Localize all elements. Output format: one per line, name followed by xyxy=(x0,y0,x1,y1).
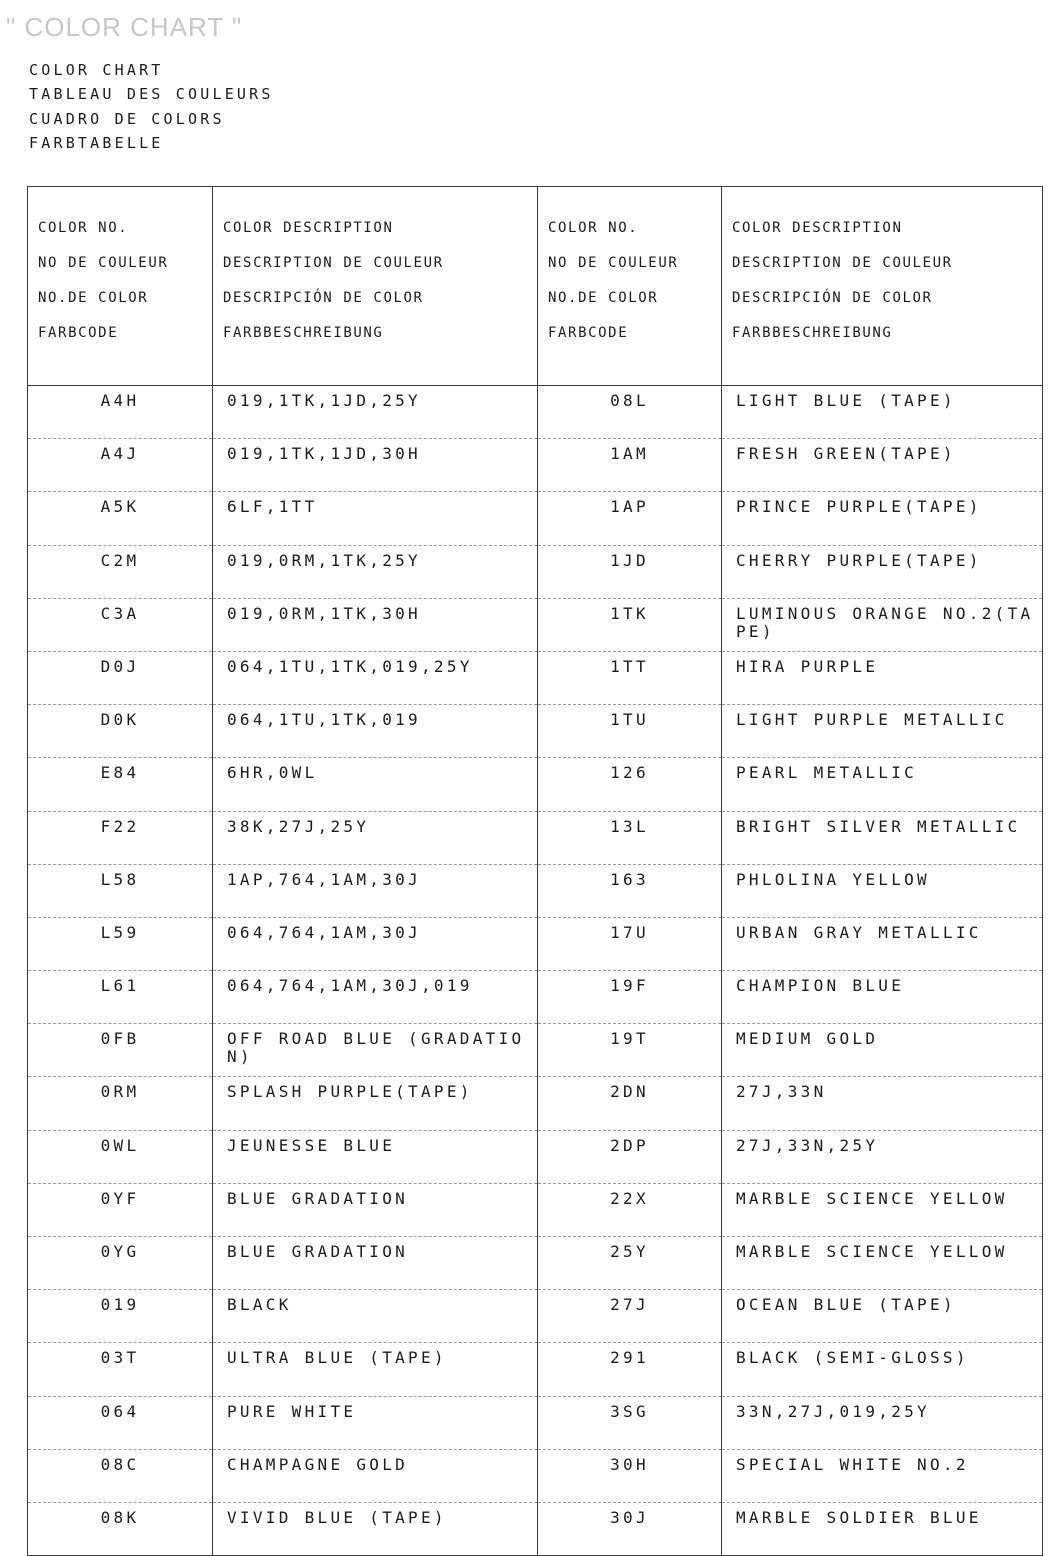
color-code-cell: C3A xyxy=(28,598,213,651)
color-code-cell: L61 xyxy=(28,971,213,1024)
color-description-cell: MARBLE SCIENCE YELLOW xyxy=(722,1183,1043,1236)
color-description-cell: MARBLE SOLDIER BLUE xyxy=(736,1507,982,1527)
color-code-cell: 03T xyxy=(28,1343,213,1396)
color-description-cell: CHAMPAGNE GOLD xyxy=(213,1449,538,1502)
table-row xyxy=(28,1130,1043,1183)
table-row xyxy=(28,705,1043,758)
color-description-cell: 6HR,0WL xyxy=(213,758,538,811)
table-row xyxy=(28,1396,1043,1449)
color-code-cell: A5K xyxy=(28,492,213,545)
table-row xyxy=(28,1077,1043,1130)
color-description-cell: JEUNESSE BLUE xyxy=(213,1130,538,1183)
color-code-cell: 2DP xyxy=(538,1130,722,1183)
table-row xyxy=(28,1502,1043,1555)
color-description-cell: PEARL METALLIC xyxy=(722,758,1043,811)
color-code-cell: 30J xyxy=(538,1502,722,1555)
chart-title-block xyxy=(29,58,274,155)
color-code-cell: 1TT xyxy=(538,651,722,704)
color-code-cell: 0WL xyxy=(28,1130,213,1183)
table-row xyxy=(28,439,1043,492)
table-row xyxy=(28,1449,1043,1502)
color-code-cell: 0RM xyxy=(28,1077,213,1130)
color-code-cell: 0YG xyxy=(28,1237,213,1290)
table-row xyxy=(28,1343,1043,1396)
color-description-cell: BRIGHT SILVER METALLIC xyxy=(722,811,1043,864)
color-description-cell: BLACK xyxy=(213,1290,538,1343)
color-code-cell: 2DN xyxy=(538,1077,722,1130)
color-code-cell: C2M xyxy=(28,545,213,598)
color-code-cell: D0J xyxy=(28,651,213,704)
color-code-cell: 019 xyxy=(28,1290,213,1343)
color-description-cell: URBAN GRAY METALLIC xyxy=(722,917,1043,970)
color-chart-table xyxy=(27,186,1043,1556)
color-code-cell: 25Y xyxy=(538,1237,722,1290)
color-code-cell: 126 xyxy=(538,758,722,811)
header-color-no-right: COLOR NO. NO DE COULEUR NO.DE COLOR FARBCODE xyxy=(538,187,722,386)
color-description-cell: MARBLE SCIENCE YELLOW xyxy=(722,1237,1043,1290)
color-code-cell: 08L xyxy=(538,386,722,439)
color-description-cell: VIVID BLUE (TAPE) xyxy=(213,1502,538,1555)
color-description-cell: BLACK (SEMI-GLOSS) xyxy=(722,1343,1043,1396)
color-code-cell: 291 xyxy=(538,1343,722,1396)
table-row xyxy=(28,971,1043,1024)
table-row xyxy=(28,1024,1043,1077)
color-description-cell: 019,0RM,1TK,30H xyxy=(213,598,538,651)
color-description-cell: BLUE GRADATION xyxy=(213,1183,538,1236)
color-code-cell: L58 xyxy=(28,864,213,917)
table-row xyxy=(28,864,1043,917)
color-description-cell: 064,1TU,1TK,019 xyxy=(213,705,538,758)
header-color-description-left: COLOR DESCRIPTION DESCRIPTION DE COULEUR DESCRIPCIÓN DE COLOR FARBBESCHREIBUNG xyxy=(213,187,538,386)
color-description-cell: LUMINOUS ORANGE NO.2(TAPE) xyxy=(722,598,1043,651)
table-row xyxy=(28,1183,1043,1236)
header-color-description-right: COLOR DESCRIPTION DESCRIPTION DE COULEUR DESCRIPCIÓN DE COLOR FARBBESCHREIBUNG xyxy=(722,187,1043,386)
color-description-cell: ULTRA BLUE (TAPE) xyxy=(213,1343,538,1396)
title-french: TABLEAU DES COULEURS xyxy=(29,85,274,104)
color-description-cell: PHLOLINA YELLOW xyxy=(722,864,1043,917)
color-code-cell: 19T xyxy=(538,1024,722,1077)
color-description-cell: 019,1TK,1JD,30H xyxy=(213,439,538,492)
color-description-cell: CHAMPION BLUE xyxy=(722,971,1043,1024)
table-row xyxy=(28,598,1043,651)
color-description-cell: 33N,27J,019,25Y xyxy=(722,1396,1043,1449)
color-description-cell: FRESH GREEN(TAPE) xyxy=(722,439,1043,492)
color-description-cell: 064,764,1AM,30J xyxy=(213,917,538,970)
color-description-cell: CHERRY PURPLE(TAPE) xyxy=(722,545,1043,598)
color-description-cell: 6LF,1TT xyxy=(213,492,538,545)
table-row xyxy=(28,545,1043,598)
color-description-cell: PURE WHITE xyxy=(213,1396,538,1449)
color-description-cell: LIGHT PURPLE METALLIC xyxy=(722,705,1043,758)
color-description-cell: SPECIAL WHITE NO.2 xyxy=(722,1449,1043,1502)
header-color-no-left: COLOR NO. NO DE COULEUR NO.DE COLOR FARBCODE xyxy=(28,187,213,386)
color-code-cell: 163 xyxy=(538,864,722,917)
color-code-cell: 1TU xyxy=(538,705,722,758)
color-code-cell: 1AP xyxy=(538,492,722,545)
color-description-cell: MEDIUM GOLD xyxy=(722,1024,1043,1077)
color-description-cell: 019,1TK,1JD,25Y xyxy=(213,386,538,439)
color-code-cell: 13L xyxy=(538,811,722,864)
table-row xyxy=(28,917,1043,970)
color-description-cell: 27J,33N xyxy=(722,1077,1043,1130)
table-row xyxy=(28,758,1043,811)
color-code-cell: 1JD xyxy=(538,545,722,598)
color-code-cell: D0K xyxy=(28,705,213,758)
title-spanish: CUADRO DE COLORS xyxy=(29,109,225,128)
table-row xyxy=(28,492,1043,545)
color-code-cell: 22X xyxy=(538,1183,722,1236)
color-description-cell: 019,0RM,1TK,25Y xyxy=(213,545,538,598)
table-row xyxy=(28,1237,1043,1290)
color-description-cell: HIRA PURPLE xyxy=(722,651,1043,704)
table-header-row xyxy=(28,187,1043,386)
table-row xyxy=(28,1290,1043,1343)
color-code-cell: 27J xyxy=(538,1290,722,1343)
color-code-cell: 064 xyxy=(28,1396,213,1449)
color-description-cell: 1AP,764,1AM,30J xyxy=(213,864,538,917)
color-code-cell: 0FB xyxy=(28,1024,213,1077)
color-description-cell: BLUE GRADATION xyxy=(213,1237,538,1290)
color-code-cell: 1AM xyxy=(538,439,722,492)
color-code-cell: A4J xyxy=(28,439,213,492)
table-row xyxy=(28,651,1043,704)
color-description-cell: OFF ROAD BLUE (GRADATION) xyxy=(213,1024,538,1077)
color-description-cell: SPLASH PURPLE(TAPE) xyxy=(213,1077,538,1130)
color-chart-body xyxy=(28,386,1043,1556)
color-description-cell: OCEAN BLUE (TAPE) xyxy=(722,1290,1043,1343)
color-code-cell: 1TK xyxy=(538,598,722,651)
color-code-cell: 0YF xyxy=(28,1183,213,1236)
table-row xyxy=(28,811,1043,864)
color-code-cell: 17U xyxy=(538,917,722,970)
faint-header-title: " COLOR CHART " xyxy=(6,12,243,42)
color-code-cell: L59 xyxy=(28,917,213,970)
color-description-cell: 27J,33N,25Y xyxy=(722,1130,1043,1183)
color-code-cell: 3SG xyxy=(538,1396,722,1449)
table-row xyxy=(28,386,1043,439)
title-english: COLOR CHART xyxy=(29,61,164,79)
color-description-cell: 064,1TU,1TK,019,25Y xyxy=(213,651,538,704)
color-code-cell: 30H xyxy=(538,1449,722,1502)
color-description-cell: LIGHT BLUE (TAPE) xyxy=(722,386,1043,439)
color-description-cell: 38K,27J,25Y xyxy=(213,811,538,864)
color-code-cell: F22 xyxy=(28,811,213,864)
color-description-cell: PRINCE PURPLE(TAPE) xyxy=(722,492,1043,545)
color-code-cell: 19F xyxy=(538,971,722,1024)
color-code-cell: 08C xyxy=(28,1449,213,1502)
color-code-cell: E84 xyxy=(28,758,213,811)
title-german: FARBTABELLE xyxy=(29,133,164,152)
color-code-cell: 08K xyxy=(28,1502,213,1555)
color-description-cell: 064,764,1AM,30J,019 xyxy=(213,971,538,1024)
color-code-cell: A4H xyxy=(28,386,213,439)
